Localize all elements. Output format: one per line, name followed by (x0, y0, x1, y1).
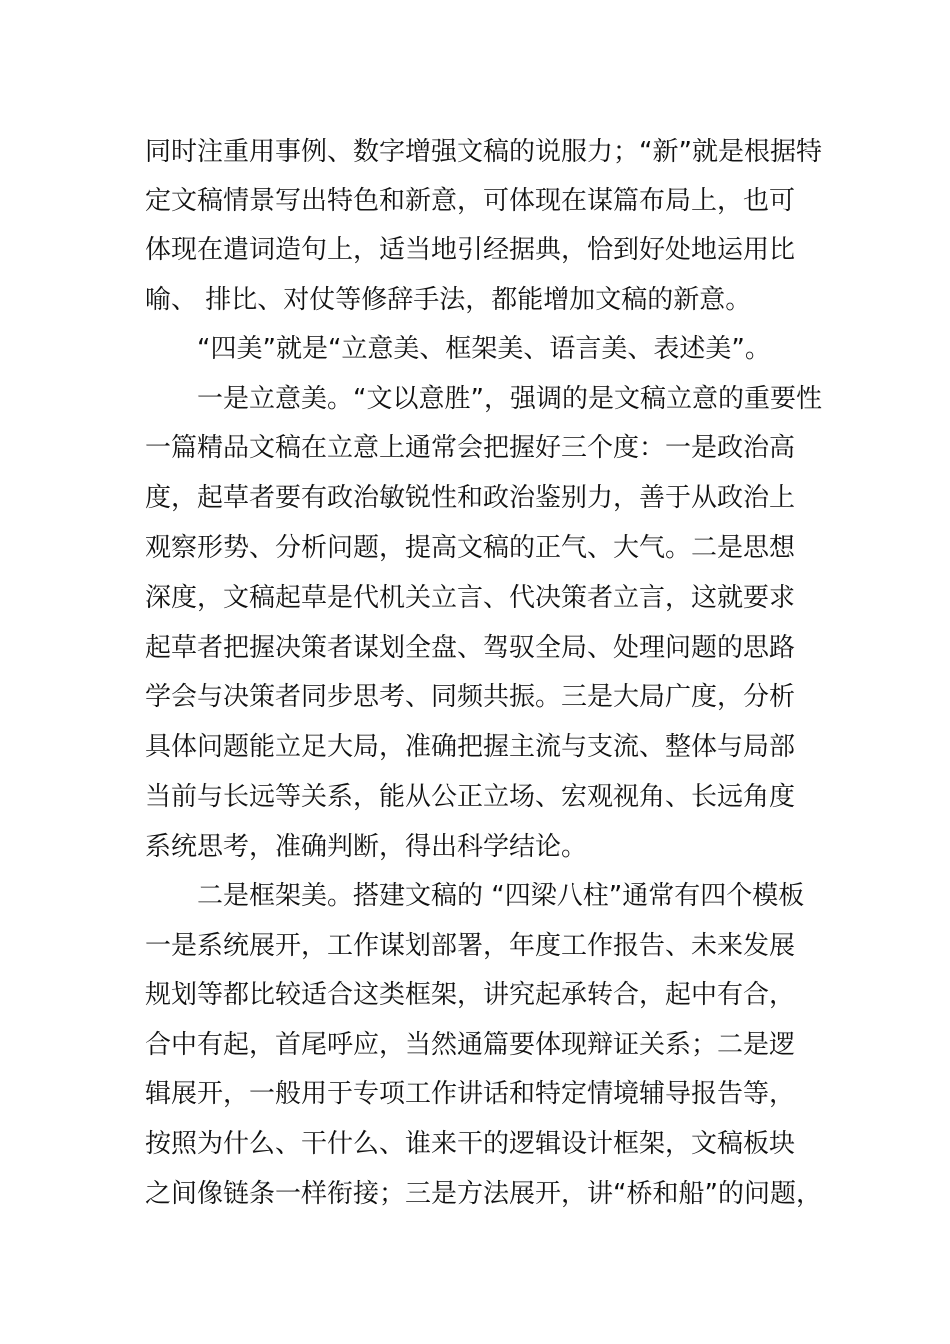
text-line: 具体问题能立足大局，准确把握主流与支流、整体与局部 (145, 732, 796, 762)
text-line: 学会与决策者同步思考、同频共振。三是大局广度，分析 (145, 682, 796, 712)
text-line: 之间像链条一样衔接；三是方法展开，讲“桥和船”的问题， (145, 1179, 822, 1209)
text-line: 一篇精品文稿在立意上通常会把握好三个度：一是政治高 (145, 433, 796, 463)
text-line: 同时注重用事例、数字增强文稿的说服力；“新”就是根据特 (145, 137, 822, 167)
text-line: 当前与长远等关系，能从公正立场、宏观视角、长远角度 (145, 782, 796, 812)
text-line: 起草者把握决策者谋划全盘、驾驭全局、处理问题的思路 (145, 633, 796, 663)
text-line: 辑展开，一般用于专项工作讲话和特定情境辅导报告等， (145, 1079, 796, 1109)
text-line: 深度，文稿起草是代机关立言、代决策者立言，这就要求 (145, 583, 796, 613)
paragraph-start-line: 二是框架美。搭建文稿的 “四梁八柱”通常有四个模板 (197, 881, 805, 911)
paragraph-start-line: “四美”就是“立意美、框架美、语言美、表述美”。 (197, 334, 771, 364)
text-line: 合中有起，首尾呼应，当然通篇要体现辩证关系；二是逻 (145, 1030, 796, 1060)
text-line: 规划等都比较适合这类框架，讲究起承转合，起中有合， (145, 980, 796, 1010)
text-line: 度，起草者要有政治敏锐性和政治鉴别力，善于从政治上 (145, 483, 796, 513)
text-line: 一是系统展开，工作谋划部署，年度工作报告、未来发展 (145, 931, 796, 961)
paragraph-start-line: 一是立意美。“文以意胜”，强调的是文稿立意的重要性 (197, 384, 822, 414)
text-line: 定文稿情景写出特色和新意，可体现在谋篇布局上，也可 (145, 186, 796, 216)
text-line: 按照为什么、干什么、谁来干的逻辑设计框架，文稿板块 (145, 1129, 796, 1159)
text-line: 体现在遣词造句上，适当地引经据典，恰到好处地运用比 (145, 235, 796, 265)
text-line: 喻、 排比、对仗等修辞手法，都能增加文稿的新意。 (145, 285, 752, 315)
text-line: 观察形势、分析问题，提高文稿的正气、大气。二是思想 (145, 533, 796, 563)
text-line: 系统思考，准确判断，得出科学结论。 (145, 832, 588, 862)
